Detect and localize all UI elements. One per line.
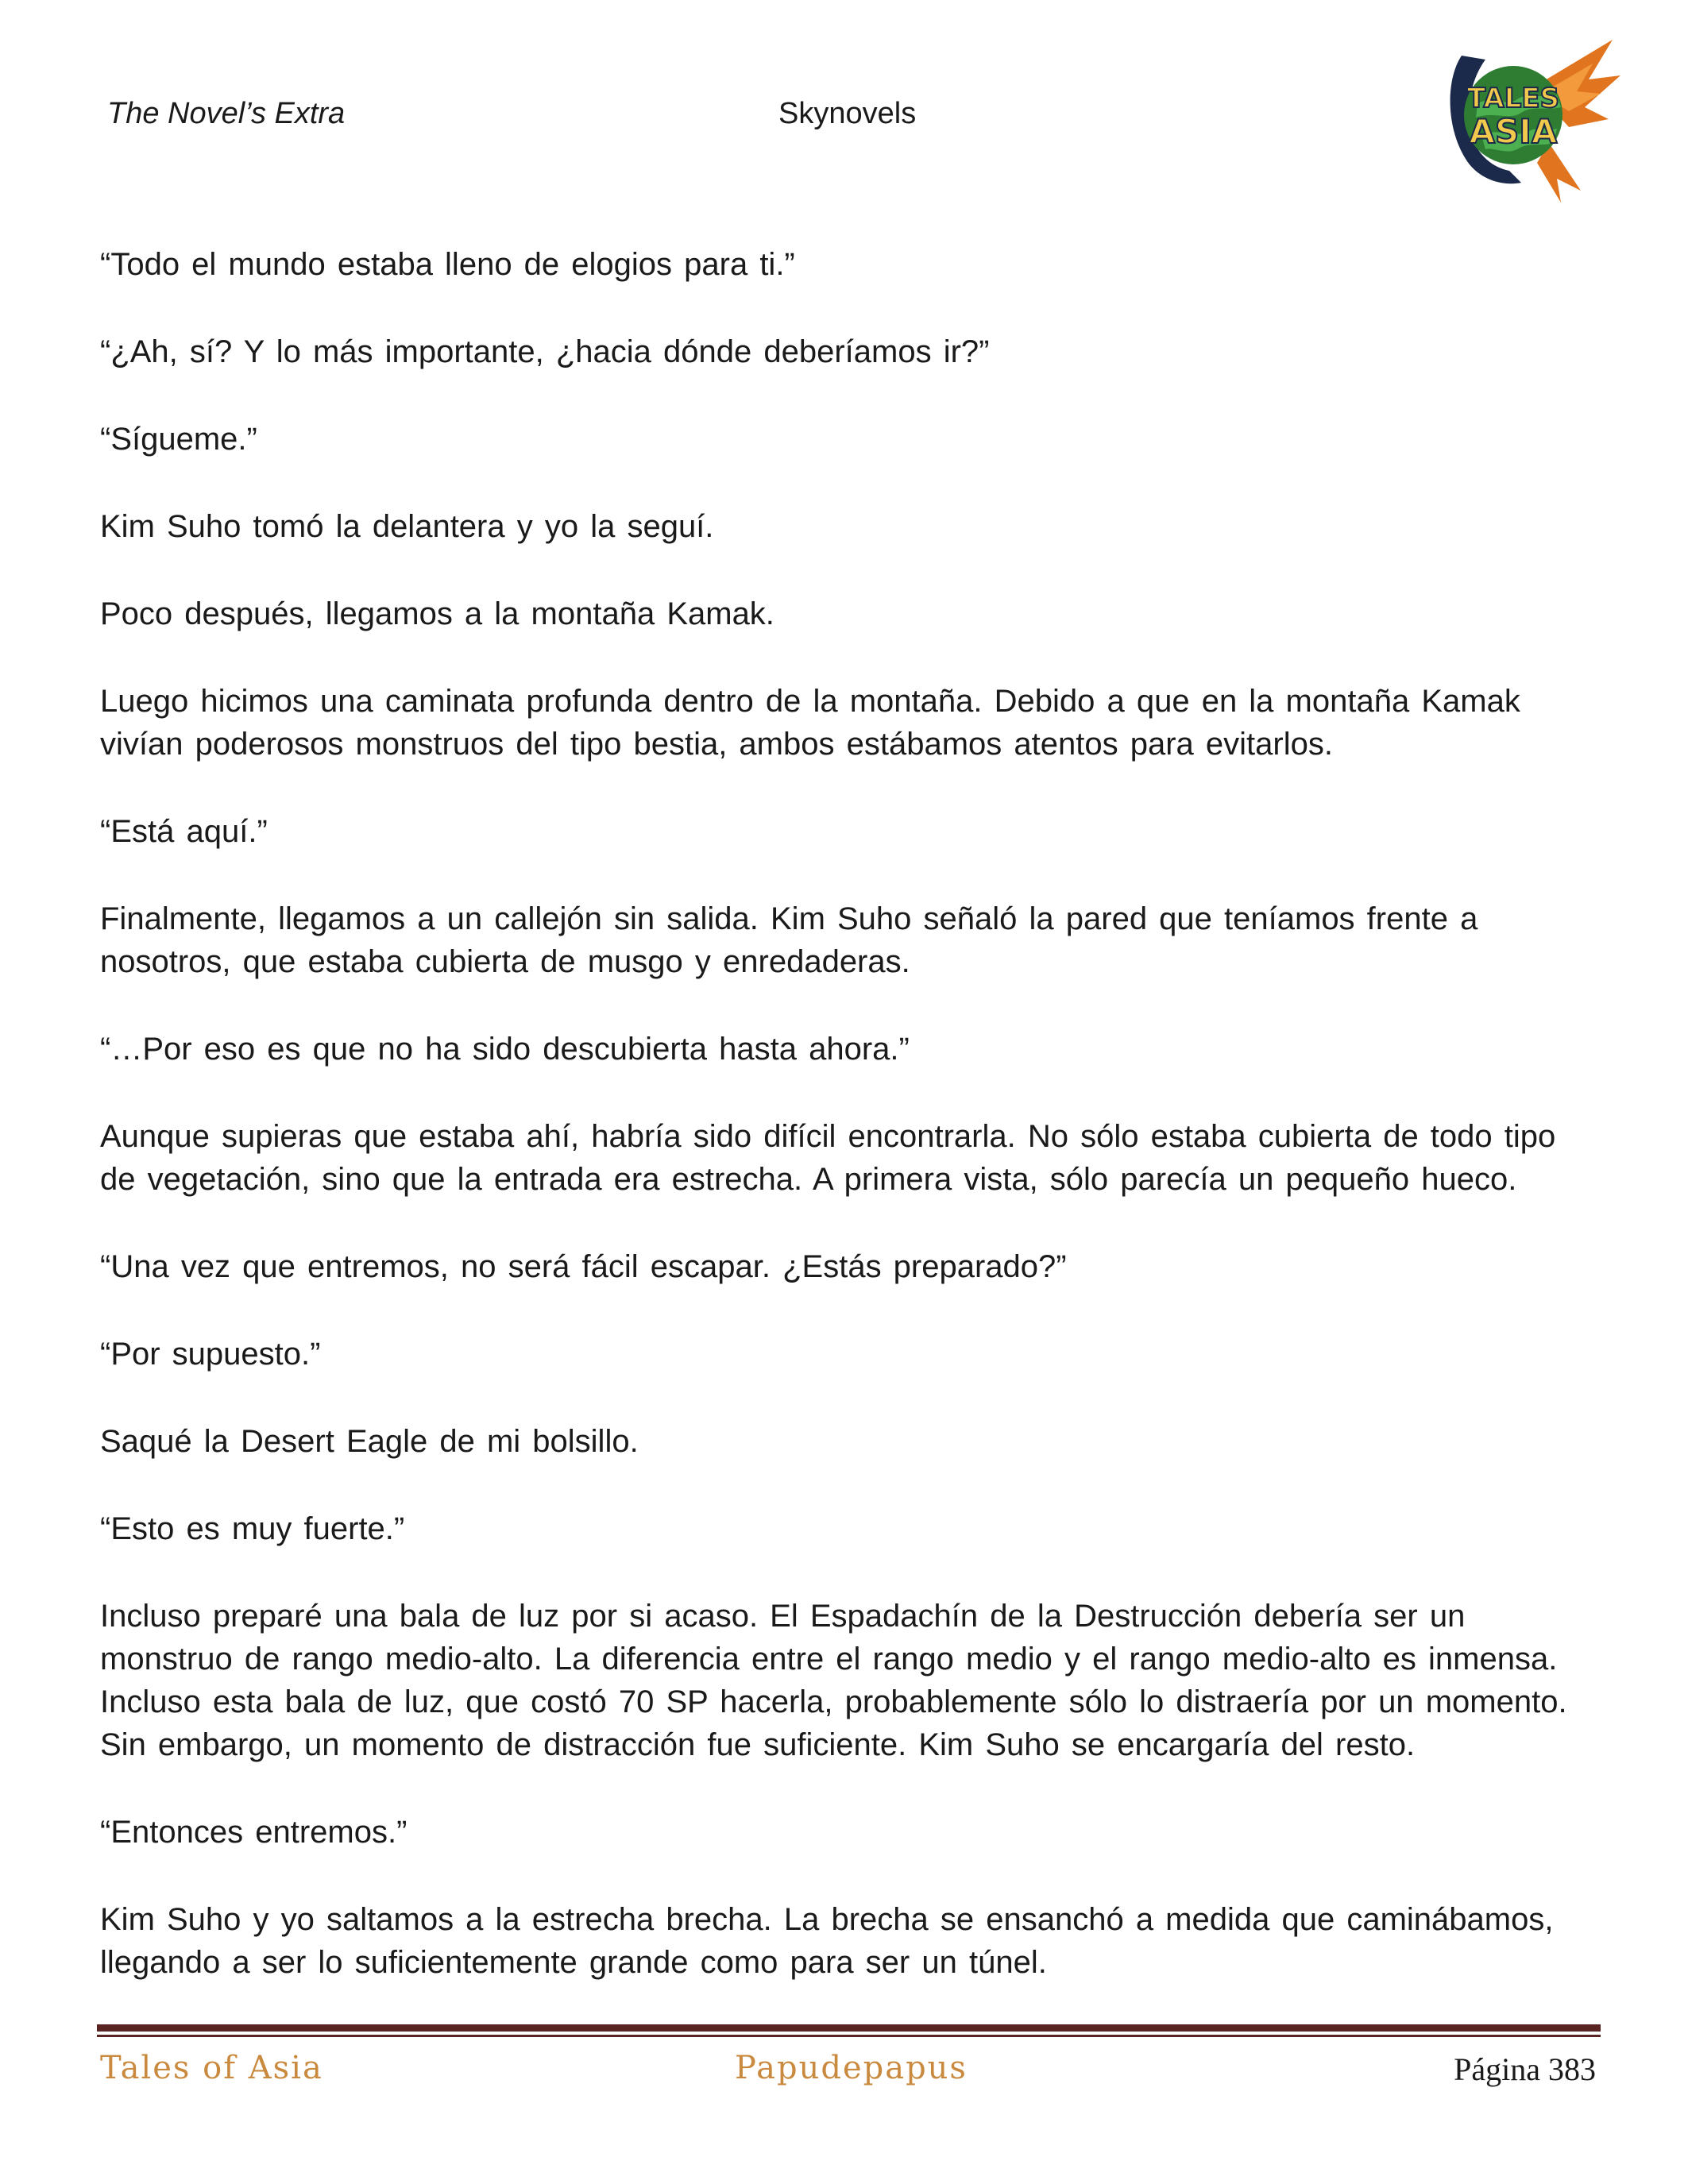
paragraph: Aunque supieras que estaba ahí, habría sido difícil encontrarla. No sólo estaba cubierta de todo tipo de vegetación, sino que la entrada era estrecha. A primera vista, sólo parecía un pequeño hueco. bbox=[100, 1119, 1556, 1197]
paragraph: “Sígueme.” bbox=[100, 422, 257, 457]
header-site-name: Skynovels bbox=[778, 97, 917, 130]
paragraph: “¿Ah, sí? Y lo más importante, ¿hacia dónde deberíamos ir?” bbox=[100, 334, 990, 369]
paragraph: Kim Suho tomó la delantera y yo la seguí. bbox=[100, 509, 714, 544]
footer-publisher: Tales of Asia bbox=[100, 2050, 323, 2086]
footer-translator: Papudepapus bbox=[735, 2050, 968, 2086]
paragraph: Saqué la Desert Eagle de mi bolsillo. bbox=[100, 1424, 639, 1459]
paragraph: “Una vez que entremos, no será fácil escapar. ¿Estás preparado?” bbox=[100, 1249, 1067, 1284]
logo-text-top: TALES bbox=[1466, 83, 1560, 114]
footer-rule-thin bbox=[97, 2035, 1601, 2037]
footer-rule-thick bbox=[97, 2024, 1601, 2032]
paragraph: “Esto es muy fuerte.” bbox=[100, 1511, 405, 1546]
paragraph: “Todo el mundo estaba lleno de elogios para ti.” bbox=[100, 247, 795, 282]
chapter-body bbox=[100, 243, 1593, 2028]
logo-text-bottom: ASIA bbox=[1469, 112, 1558, 151]
paragraph: “…Por eso es que no ha sido descubierta hasta ahora.” bbox=[100, 1032, 910, 1067]
tales-of-asia-logo bbox=[1430, 32, 1620, 203]
paragraph: Finalmente, llegamos a un callejón sin salida. Kim Suho señaló la pared que teníamos frente a nosotros, que estaba cubierta de musgo y enredaderas. bbox=[100, 901, 1478, 979]
paragraph: Poco después, llegamos a la montaña Kamak. bbox=[100, 596, 774, 631]
paragraph: “Entonces entremos.” bbox=[100, 1815, 408, 1850]
footer-page-number: Página 383 bbox=[1454, 2051, 1596, 2087]
paragraph: Luego hicimos una caminata profunda dentro de la montaña. Debido a que en la montaña Kamak vivían poderosos monstruos del tipo bestia, ambos estábamos atentos para evitarlos. bbox=[100, 684, 1520, 762]
paragraph: “Por supuesto.” bbox=[100, 1337, 321, 1372]
paragraph: Incluso preparé una bala de luz por si acaso. El Espadachín de la Destrucción debería ser un monstruo de rango medio-alto. La diferencia entre el rango medio y el rango medio-alto es inmensa. Incluso esta bala de luz, que costó 70 SP hacerla, probablemente sólo lo distraería por un momento. Sin embargo, un momento de distracción fue suficiente. Kim Suho se encargaría del resto. bbox=[100, 1599, 1567, 1762]
paragraph: “Está aquí.” bbox=[100, 814, 268, 849]
header-book-title: The Novel’s Extra bbox=[107, 97, 346, 130]
paragraph: Kim Suho y yo saltamos a la estrecha brecha. La brecha se ensanchó a medida que caminábamos, llegando a ser lo suficientemente grande como para ser un túnel. bbox=[100, 1902, 1554, 1980]
